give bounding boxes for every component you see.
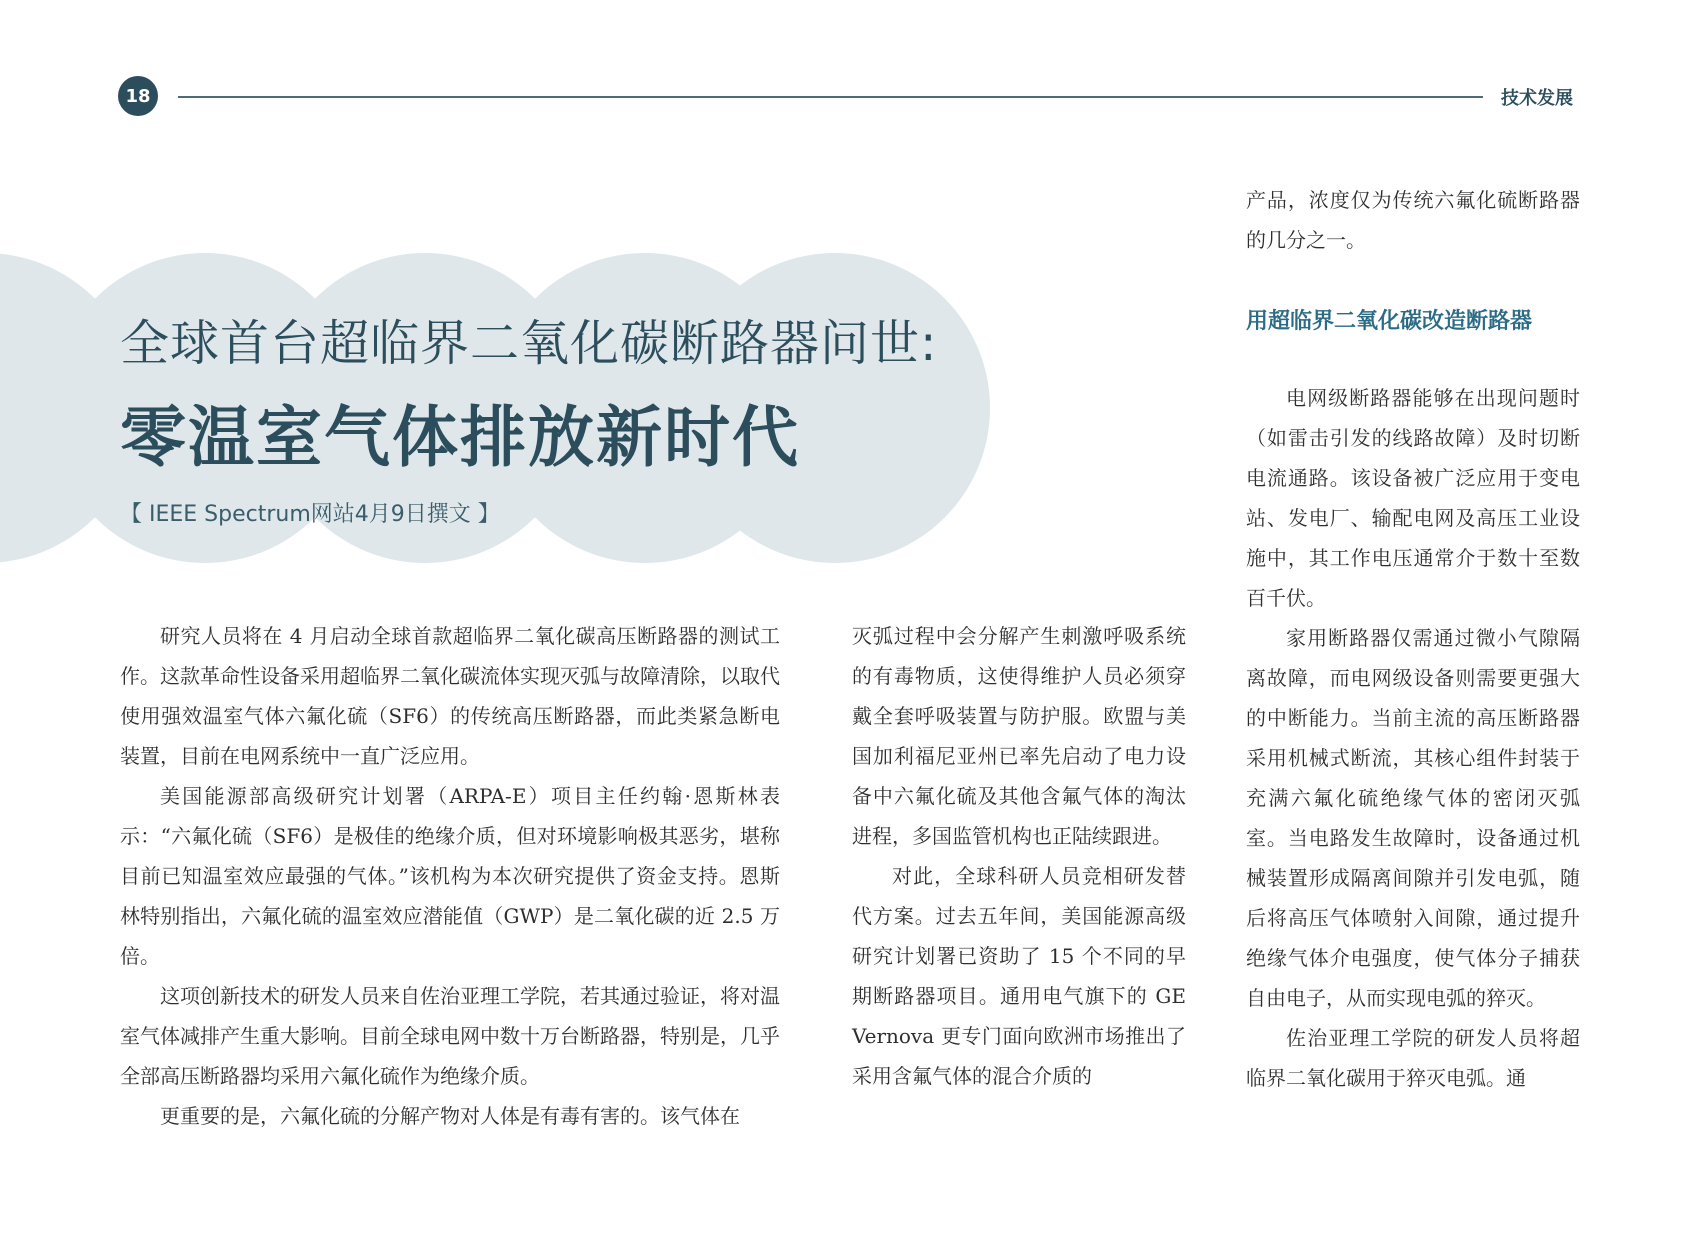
paragraph: 这项创新技术的研发人员来自佐治亚理工学院，若其通过验证，将对温室气体减排产生重大影响。目前全球电网中数十万台断路器，特别是，几乎全部高压断路器均采用六氟化硫作为绝缘介质。 xyxy=(120,984,780,1088)
subheading: 用超临界二氧化碳改造断路器 xyxy=(1246,309,1533,334)
paragraph: 家用断路器仅需通过微小气隙隔离故障，而电网级设备则需要更强大的中断能力。当前主流的高压断路器采用机械式断流，其核心组件封装于充满六氟化硫绝缘气体的密闭灭弧室。当电路发生故障时，设备通过机械装置形成隔离间隙并引发电弧，随后将高压气体喷射入间隙，通过提升绝缘气体介电强度，使气体分子捕获自由电子，从而实现电弧的猝灭。 xyxy=(1246,626,1580,1010)
paragraph: 电网级断路器能够在出现问题时（如雷击引发的线路故障）及时切断电流通路。该设备被广泛应用于变电站、发电厂、输配电网及高压工业设施中，其工作电压通常介于数十至数百千伏。 xyxy=(1246,386,1580,610)
paragraph: 灭弧过程中会分解产生刺激呼吸系统的有毒物质，这使得维护人员必须穿戴全套呼吸装置与防护服。欧盟与美国加利福尼亚州已率先启动了电力设备中六氟化硫及其他含氟气体的淘汰进程，多国监管机构也正陆续跟进。 xyxy=(852,624,1186,848)
paragraph: 产品，浓度仅为传统六氟化硫断路器的几分之一。 xyxy=(1246,188,1580,252)
middle-column xyxy=(852,616,1186,1096)
paragraph: 研究人员将在 4 月启动全球首款超临界二氧化碳高压断路器的测试工作。这款革命性设备采用超临界二氧化碳流体实现灭弧与故障清除，以取代使用强效温室气体六氟化硫（SF6）的传统高压断路器，而此类紧急断电装置，目前在电网系统中一直广泛应用。 xyxy=(120,624,780,768)
article-source: 【 IEEE Spectrum网站4月9日撰文 】 xyxy=(120,502,500,527)
header-rule xyxy=(178,96,1483,98)
paragraph: 美国能源部高级研究计划署（ARPA-E）项目主任约翰·恩斯林表示：“六氟化硫（SF6）是极佳的绝缘介质，但对环境影响极其恶劣，堪称目前已知温室效应最强的气体。”该机构为本次研究提供了资金支持。恩斯林特别指出，六氟化硫的温室效应潜能值（GWP）是二氧化碳的近 2.5 万倍。 xyxy=(120,784,780,968)
paragraph: 更重要的是，六氟化硫的分解产物对人体是有毒有害的。该气体在 xyxy=(160,1104,740,1128)
left-column xyxy=(120,616,780,1136)
paragraph: 佐治亚理工学院的研发人员将超临界二氧化碳用于猝灭电弧。通 xyxy=(1246,1026,1580,1090)
right-column-continuation xyxy=(1246,180,1580,260)
page-number: 18 xyxy=(118,76,158,116)
right-column xyxy=(1246,378,1580,1098)
section-label: 技术发展 xyxy=(1501,88,1573,109)
article-title-line1: 全球首台超临界二氧化碳断路器问世: xyxy=(120,315,938,372)
paragraph: 对此，全球科研人员竞相研发替代方案。过去五年间，美国能源高级研究计划署已资助了 15 个不同的早期断路器项目。通用电气旗下的 GE Vernova 更专门面向欧洲市场推出了采用含氟气体的混合介质的 xyxy=(852,864,1186,1088)
article-title-line2: 零温室气体排放新时代 xyxy=(120,399,800,476)
